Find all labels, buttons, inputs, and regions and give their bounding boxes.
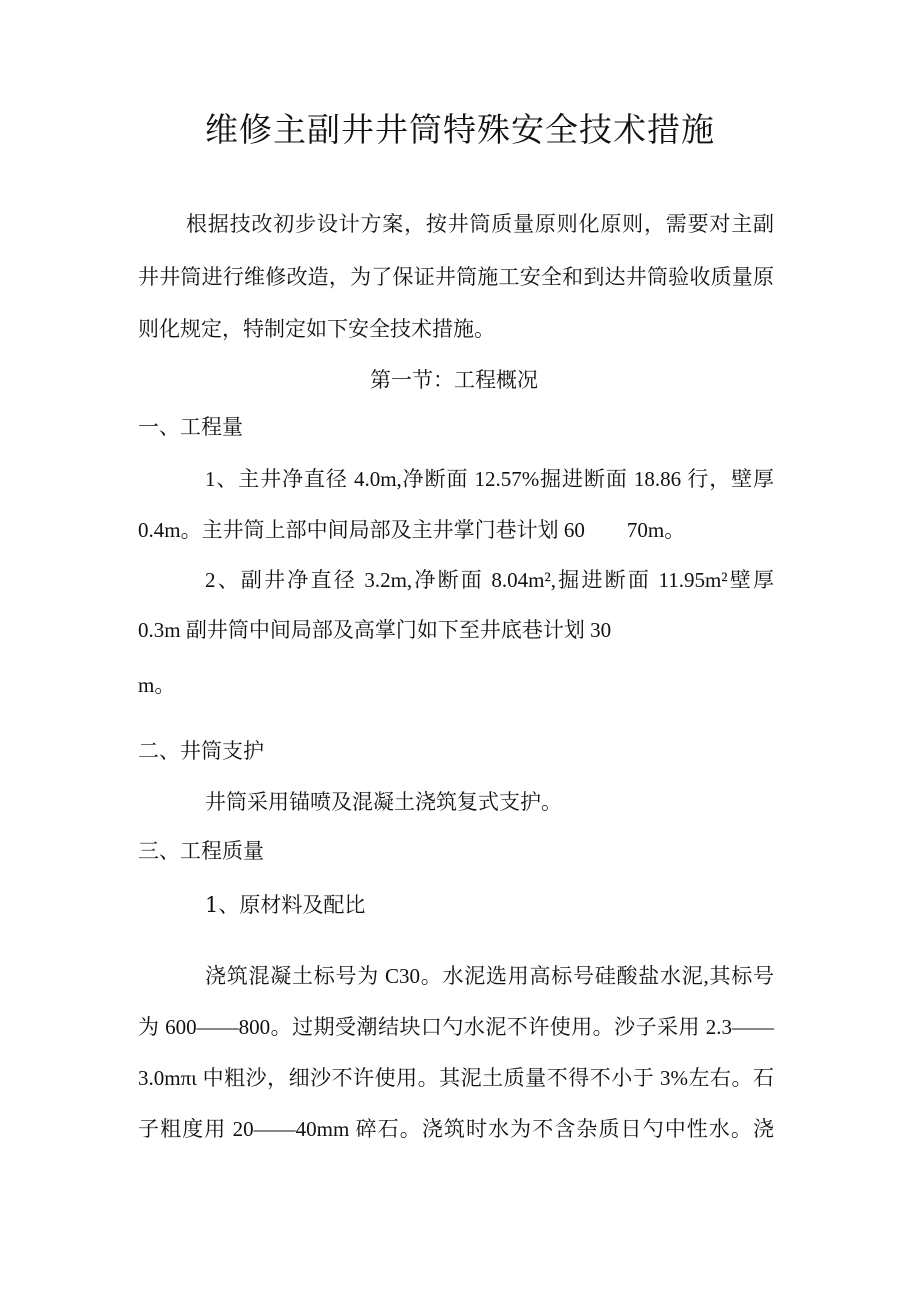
- intro-line-2: 井井筒进行维修改造，为了保证井筒施工安全和到达井筒验收质量原: [138, 265, 774, 289]
- document-title: 维修主副井井筒特殊安全技术措施: [205, 110, 715, 149]
- item1-line-2: 0.4m。主井筒上部中间局部及主井掌门巷计划 60 70m。: [138, 518, 686, 542]
- item1-line-1: 1、主井净直径 4.0m,净断面 12.57%掘进断面 18.86 行，壁厚: [205, 467, 774, 491]
- intro-line-1: 根据技改初步设计方案，按井筒质量原则化原则，需要对主副: [186, 212, 774, 236]
- part2-heading: 二、井筒支护: [138, 739, 264, 763]
- section-heading: 第一节：工程概况: [370, 368, 538, 392]
- part3-body-line-3: 3.0mπι 中粗沙，细沙不许使用。其泥土质量不得不小于 3%左右。石: [138, 1066, 774, 1090]
- item2-line-1: 2、副井净直径 3.2m,净断面 8.04m²,掘进断面 11.95m²壁厚: [205, 568, 774, 592]
- part3-body-line-4: 子粗度用 20——40mm 碎石。浇筑时水为不含杂质日勺中性水。浇: [138, 1117, 774, 1141]
- part3-body-line-1: 浇筑混凝土标号为 C30。水泥选用高标号硅酸盐水泥,其标号: [205, 964, 774, 988]
- part3-body-line-2: 为 600——800。过期受潮结块口勺水泥不许使用。沙子采用 2.3——: [138, 1015, 774, 1039]
- intro-line-3: 则化规定，特制定如下安全技术措施。: [138, 317, 495, 341]
- item2-line-2: 0.3m 副井筒中间局部及高掌门如下至井底巷计划 30: [138, 618, 612, 642]
- item2-line-3: m。: [138, 673, 176, 697]
- part3-heading: 三、工程质量: [138, 839, 264, 863]
- part2-text: 井筒采用锚喷及混凝土浇筑复式支护。: [205, 790, 562, 814]
- part3-item1: 1、原材料及配比: [205, 893, 366, 917]
- part1-heading: 一、工程量: [138, 415, 243, 439]
